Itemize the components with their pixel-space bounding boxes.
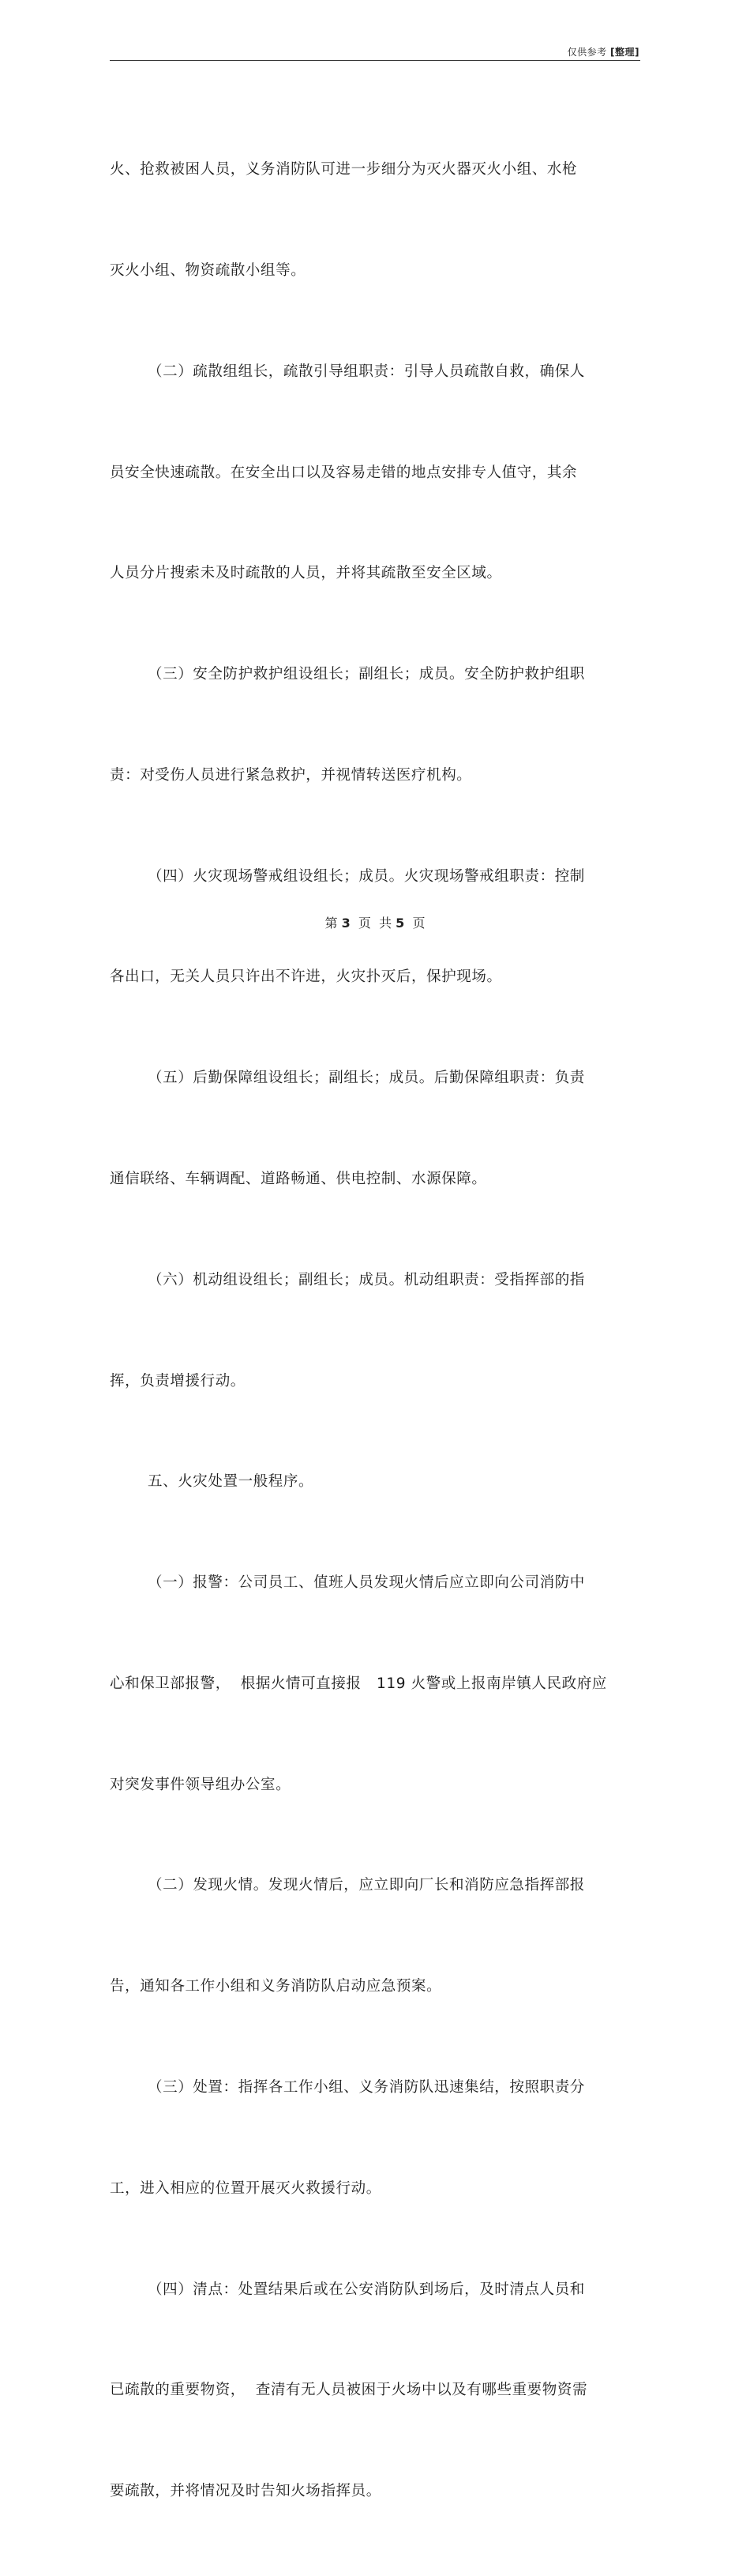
text-line: （二）疏散组组长，疏散引导组职责：引导人员疏散自救，确保人	[148, 363, 585, 380]
text-line: （六）机动组设组长；副组长；成员。机动组职责：受指挥部的指	[148, 1271, 585, 1288]
text-line: （二）发现火情。发现火情后，应立即向厂长和消防应急指挥部报	[148, 1877, 585, 1894]
section-heading: 五、火灾处置一般程序。	[148, 1473, 314, 1491]
footer-middle: 页 共	[350, 916, 396, 931]
text-line: 火、抢救被困人员，义务消防队可进一步细分为灭火器灭火小组、水枪	[110, 161, 578, 179]
text-block	[110, 86, 647, 2576]
text-line: 灭火小组、物资疏散小组等。	[110, 261, 306, 279]
text-line: 要疏散，并将情况及时告知火场指挥员。	[110, 2483, 381, 2500]
text-line: （四）清点：处置结果后或在公安消防队到场后，及时清点人员和	[148, 2281, 585, 2298]
text-line: （一）报警：公司员工、值班人员发现火情后应立即向公司消防中	[148, 1574, 585, 1592]
text-line: 人员分片搜索未及时疏散的人员，并将其疏散至安全区域。	[110, 565, 502, 582]
header-note	[568, 45, 639, 58]
text-line: （三）处置：指挥各工作小组、义务消防队迅速集结，按照职责分	[148, 2079, 585, 2097]
text-line: （五）后勤保障组设组长；副组长；成员。后勤保障组职责：负责	[148, 1070, 585, 1087]
text-line: 员安全快速疏散。在安全出口以及容易走错的地点安排专人值守，其余	[110, 464, 578, 481]
page-footer	[0, 913, 750, 931]
document-body	[110, 86, 647, 2576]
text-line: 工，进入相应的位置开展灭火救援行动。	[110, 2179, 381, 2197]
header-note-prefix: 仅供参考	[567, 47, 607, 58]
text-line: 已疏散的重要物资， 查清有无人员被困于火场中以及有哪些重要物资需	[110, 2382, 588, 2399]
text-line: 责：对受伤人员进行紧急救护，并视情转送医疗机构。	[110, 766, 472, 784]
text-line: （三）安全防护救护组设组长；副组长；成员。安全防护救护组职	[148, 666, 585, 683]
header-divider	[110, 60, 640, 61]
text-line: 心和保卫部报警， 根据火情可直接报 119 火警或上报南岸镇人民政府应	[110, 1675, 607, 1692]
text-line: 对突发事件领导组办公室。	[110, 1776, 291, 1793]
text-line: 各出口，无关人员只许出不许进，火灾扑灭后，保护现场。	[110, 968, 502, 986]
footer-suffix: 页	[404, 916, 426, 931]
text-line: 通信联络、车辆调配、道路畅通、供电控制、水源保障。	[110, 1171, 487, 1187]
text-line: （四）火灾现场警戒组设组长；成员。火灾现场警戒组职责：控制	[148, 867, 585, 885]
footer-prefix: 第	[324, 916, 342, 931]
current-page-number: 3	[341, 916, 351, 931]
text-line: 挥，负责增援行动。	[110, 1372, 246, 1390]
text-line: 告，通知各工作小组和义务消防队启动应急预案。	[110, 1978, 442, 1995]
header-note-bracket: [整理]	[610, 47, 639, 58]
total-pages-number: 5	[396, 916, 405, 931]
